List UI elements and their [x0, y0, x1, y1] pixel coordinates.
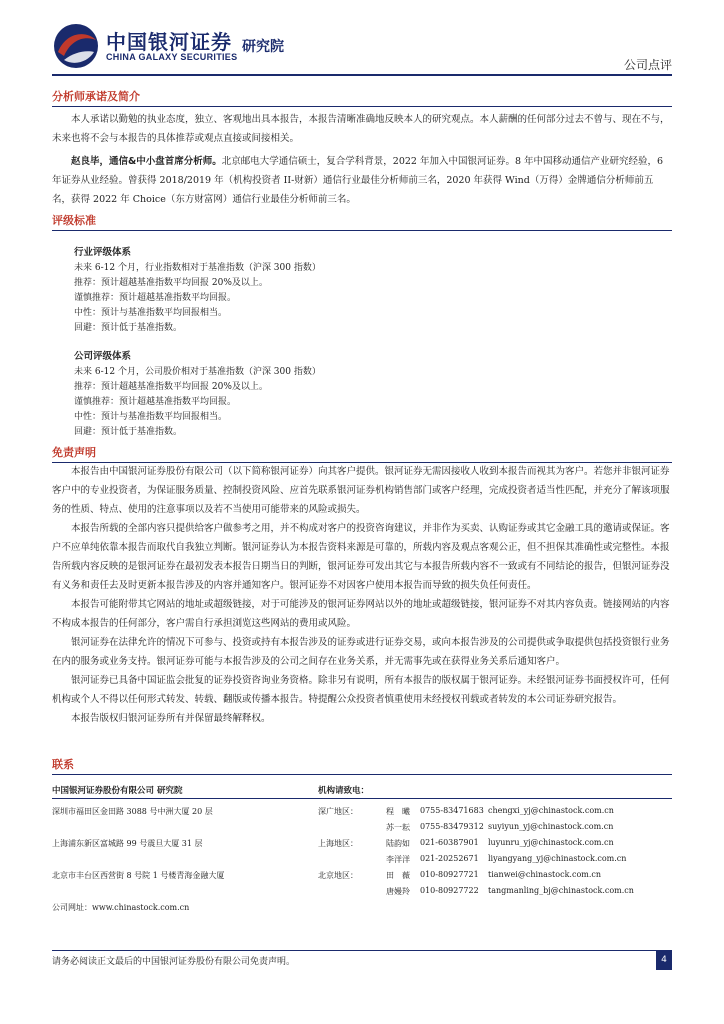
contact-email[interactable]: chengxi_yj@chinastock.com.cn — [488, 806, 614, 815]
company-rating-line: 推荐：预计超越基准指数平均回报 20%及以上。 — [74, 382, 268, 392]
brand-name-cn: 中国银河证券 — [106, 30, 232, 54]
disclaimer-block — [52, 462, 672, 728]
company-rating-line: 回避：预计低于基准指数。 — [74, 427, 183, 437]
page-number: 4 — [656, 950, 672, 970]
disclaimer-paragraph: 本报告由中国银河证券股份有限公司（以下简称银河证券）向其客户提供。银河证券无需因接收人收到本报告而视其为客户。若您并非银河证券客户中的专业投资者，为保证服务质量、控制投资风险、应首先联系银河证券机构销售部门或客户经理，完成投资者适当性匹配，并充分了解该项服务的性质、特点、使用的注意事项以及若不当使用可能带来的风险或损失。 — [52, 466, 670, 515]
section-heading-rating: 评级标准 — [52, 212, 672, 231]
contact-email[interactable]: liyangyang_yj@chinastock.com.cn — [488, 854, 627, 863]
analyst-name: 赵良毕，通信&中小盘首席分析师。 — [71, 156, 222, 167]
contact-name: 李洋洋 — [386, 855, 410, 864]
section-heading-analyst: 分析师承诺及简介 — [52, 88, 672, 107]
website: 公司网址：www.chinastock.com.cn — [52, 903, 190, 912]
disclaimer-paragraph: 本报告版权归银河证券所有并保留最终解释权。 — [71, 713, 271, 724]
contact-name: 田 薇 — [386, 871, 410, 880]
industry-rating — [74, 244, 672, 336]
galaxy-logo-icon — [52, 22, 100, 70]
contact-company: 中国银河证券股份有限公司 研究院 — [52, 786, 183, 796]
contact-name: 唐嫚羚 — [386, 887, 410, 896]
company-rating — [74, 348, 672, 440]
disclaimer-paragraph: 银河证券在法律允许的情况下可参与、投资或持有本报告涉及的证券或进行证券交易，或向本报告涉及的公司提供或争取提供包括投资银行业务在内的服务或业务支持。银河证券可能与本报告涉及的公司之间存在业务关系，并无需事先或在获得业务关系后通知客户。 — [52, 637, 670, 667]
industry-rating-line: 中性：预计与基准指数平均回报相当。 — [74, 308, 228, 318]
industry-rating-title: 行业评级体系 — [74, 247, 132, 258]
contact-rule — [52, 798, 672, 799]
contact-phone: 021-20252671 — [420, 854, 479, 863]
footer-rule — [52, 950, 672, 951]
address-shenzhen: 深圳市福田区金田路 3088 号中洲大厦 20 层 — [52, 807, 213, 816]
contact-phone: 010-80927721 — [420, 870, 479, 879]
address-beijing: 北京市丰台区西营街 8 号院 1 号楼青海金融大厦 — [52, 871, 225, 880]
sales-title: 机构请致电： — [318, 786, 370, 796]
disclaimer-paragraph: 本报告可能附带其它网站的地址或超级链接，对于可能涉及的银河证券网站以外的地址或超级链接，银河证券不对其内容负责。链接网站的内容不构成本报告的任何部分，客户需自行承担浏览这些网站的费用或风险。 — [52, 599, 670, 629]
contact-name: 陆韵如 — [386, 839, 410, 848]
contact-phone: 0755-83471683 — [420, 806, 484, 815]
contact-phone: 0755-83479312 — [420, 822, 484, 831]
footer-disclaimer: 请务必阅读正文最后的中国银河证券股份有限公司免责声明。 — [52, 957, 296, 967]
contact-name: 苏一耘 — [386, 823, 410, 832]
report-type: 公司点评 — [623, 58, 672, 72]
contact-phone: 021-60387901 — [420, 838, 479, 847]
region-label: 上海地区： — [318, 839, 358, 848]
brand-name-en: CHINA GALAXY SECURITIES — [106, 52, 238, 62]
institute-label: 研究院 — [242, 39, 284, 55]
company-rating-line: 中性：预计与基准指数平均回报相当。 — [74, 412, 228, 422]
contact-phone: 010-80927722 — [420, 886, 479, 895]
region-label: 北京地区： — [318, 871, 358, 880]
region-label: 深广地区： — [318, 807, 358, 816]
disclaimer-paragraph: 银河证券已具备中国证监会批复的证券投资咨询业务资格。除非另有说明，所有本报告的版权属于银河证券。未经银河证券书面授权许可，任何机构或个人不得以任何形式转发、转载、翻版或传播本报告。特提醒公众投资者慎重使用未经授权刊载或者转发的本公司证券研究报告。 — [52, 675, 670, 705]
header-rule — [52, 74, 672, 76]
industry-rating-line: 推荐：预计超越基准指数平均回报 20%及以上。 — [74, 278, 268, 288]
company-rating-title: 公司评级体系 — [74, 351, 132, 362]
contact-email[interactable]: suyiyun_yj@chinastock.com.cn — [488, 822, 614, 831]
analyst-block — [52, 110, 672, 209]
contact-email[interactable]: luyunru_yj@chinastock.com.cn — [488, 838, 614, 847]
industry-rating-line: 未来 6-12 个月，行业指数相对于基准指数（沪深 300 指数） — [74, 263, 321, 273]
contact-email[interactable]: tianwei@chinastock.com.cn — [488, 870, 602, 879]
analyst-bio-text: 北京邮电大学通信硕士，复合学科背景，2022 年加入中国银河证券。8 年中国移动通信产业研究经验，6 年证券从业经验。曾获得 2018/2019 年（机构投资者 II-财新）通信行业最佳分析师前三名，2020 年获得 Wind（万得）金牌通信分析师前五名，获得 2022 年 Choice（东方财富网）通信行业最佳分析师前三名。 — [52, 156, 664, 205]
industry-rating-line: 谨慎推荐：预计超越基准指数平均回报。 — [74, 293, 237, 303]
analyst-pledge: 本人承诺以勤勉的执业态度，独立、客观地出具本报告，本报告清晰准确地反映本人的研究观点。本人薪酬的任何部分过去不曾与、现在不与，未来也将不会与本报告的具体推荐或观点直接或间接相关。 — [52, 114, 670, 144]
disclaimer-paragraph: 本报告所载的全部内容只提供给客户做参考之用，并不构成对客户的投资咨询建议，并非作为买卖、认购证券或其它金融工具的邀请或保证。客户不应单纯依靠本报告而取代自我独立判断。银河证券认为本报告资料来源是可靠的，所载内容及观点客观公正，但不担保其准确性或完整性。本报告所载内容反映的是银河证券在最初发表本报告日期当日的判断，银河证券可发出其它与本报告所载内容不一致或有不同结论的报告，但银河证券没有义务和责任去及时更新本报告涉及的内容并通知客户。银河证券不对因客户使用本报告而导致的损失负任何责任。 — [52, 523, 670, 591]
contact-email[interactable]: tangmanling_bj@chinastock.com.cn — [488, 886, 634, 895]
company-rating-line: 未来 6-12 个月，公司股价相对于基准指数（沪深 300 指数） — [74, 367, 321, 377]
company-rating-line: 谨慎推荐：预计超越基准指数平均回报。 — [74, 397, 237, 407]
industry-rating-line: 回避：预计低于基准指数。 — [74, 323, 183, 333]
contact-name: 程 曦 — [386, 807, 410, 816]
section-heading-contact: 联系 — [52, 756, 672, 775]
analyst-bio — [52, 152, 672, 209]
section-heading-disclaimer: 免责声明 — [52, 444, 672, 463]
address-shanghai: 上海浦东新区富城路 99 号震旦大厦 31 层 — [52, 839, 203, 848]
